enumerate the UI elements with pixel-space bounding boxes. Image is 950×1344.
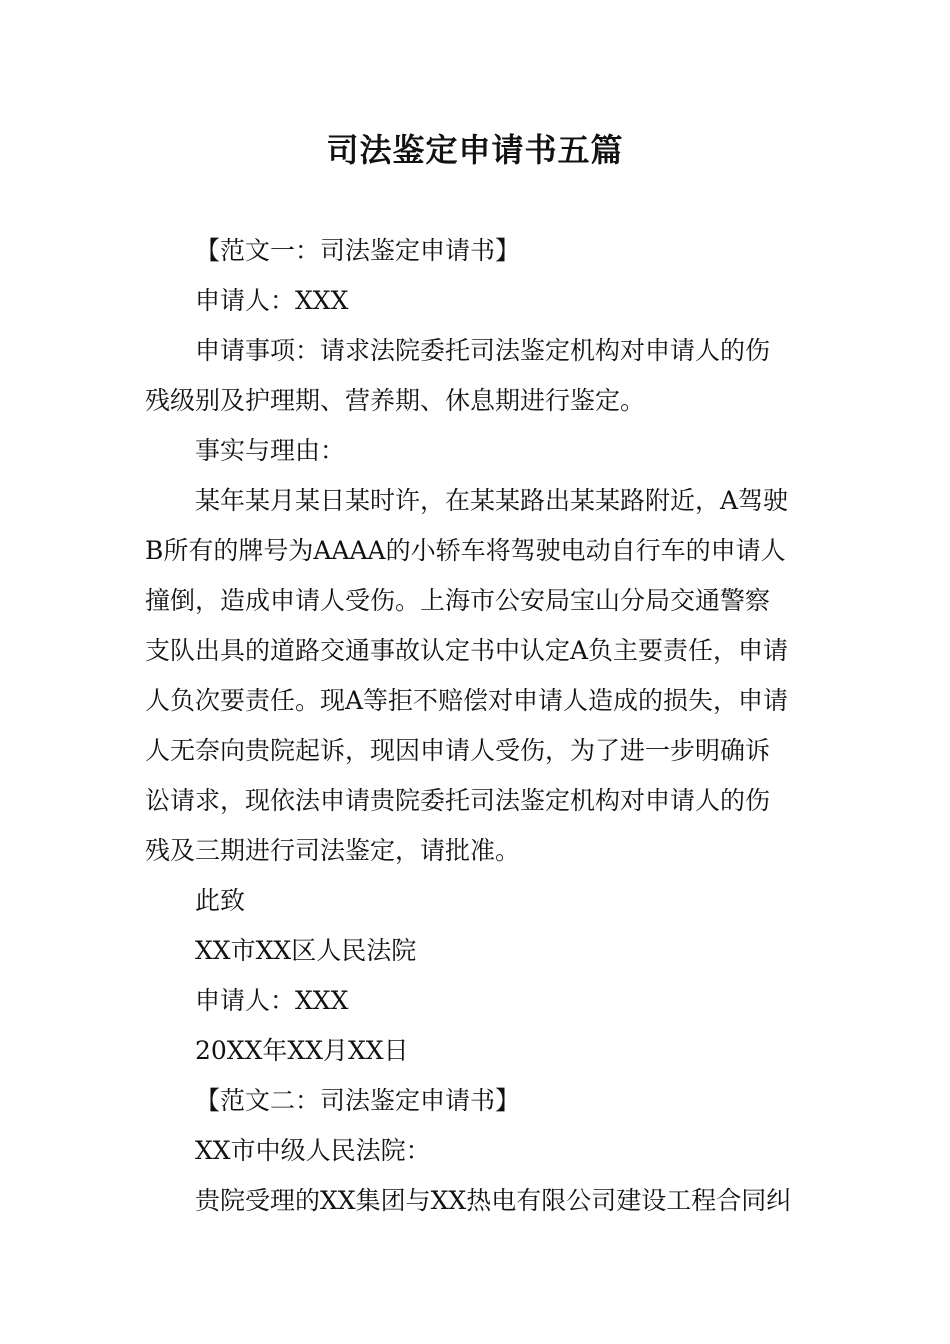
request-items-paragraph: 申请事项：请求法院委托司法鉴定机构对申请人的伤 残级别及护理期、营养期、休息期进行鉴定。: [145, 336, 771, 415]
section-heading-sample-1: 【范文一：司法鉴定申请书】: [195, 236, 521, 265]
document-title: 司法鉴定申请书五篇: [326, 131, 624, 169]
section-heading-sample-2: 【范文二：司法鉴定申请书】: [195, 1086, 521, 1115]
addressee-court: XX市中级人民法院：: [195, 1136, 431, 1165]
applicant-line: 申请人：XXX: [195, 286, 349, 315]
salutation: 此致: [195, 886, 246, 915]
sample-2-opening-paragraph: 贵院受理的XX集团与XX热电有限公司建设工程合同纠: [195, 1186, 792, 1215]
document-body: [145, 226, 807, 1226]
recipient-court: XX市XX区人民法院: [195, 936, 417, 965]
signature-applicant: 申请人：XXX: [195, 986, 349, 1015]
facts-paragraph: 某年某月某日某时许，在某某路出某某路附近，A驾驶 B所有的牌号为AAAA的小轿车将驾驶电动自行车的申请人 撞倒，造成申请人受伤。上海市公安局宝山分局交通警察 支队出具的道路交通事故认定书中认定A负主要责任，申请 人负次要责任。现A等拒不赔偿对申请人造成的损失，申请 人无奈向贵院起诉，现因申请人受伤，为了进一步明确诉 讼请求，现依法申请贵院委托司法鉴定机构对申请人的伤 残及三期进行司法鉴定，请批准。: [145, 486, 789, 865]
signature-date: 20XX年XX月XX日: [195, 1036, 409, 1065]
facts-heading: 事实与理由：: [195, 436, 346, 465]
